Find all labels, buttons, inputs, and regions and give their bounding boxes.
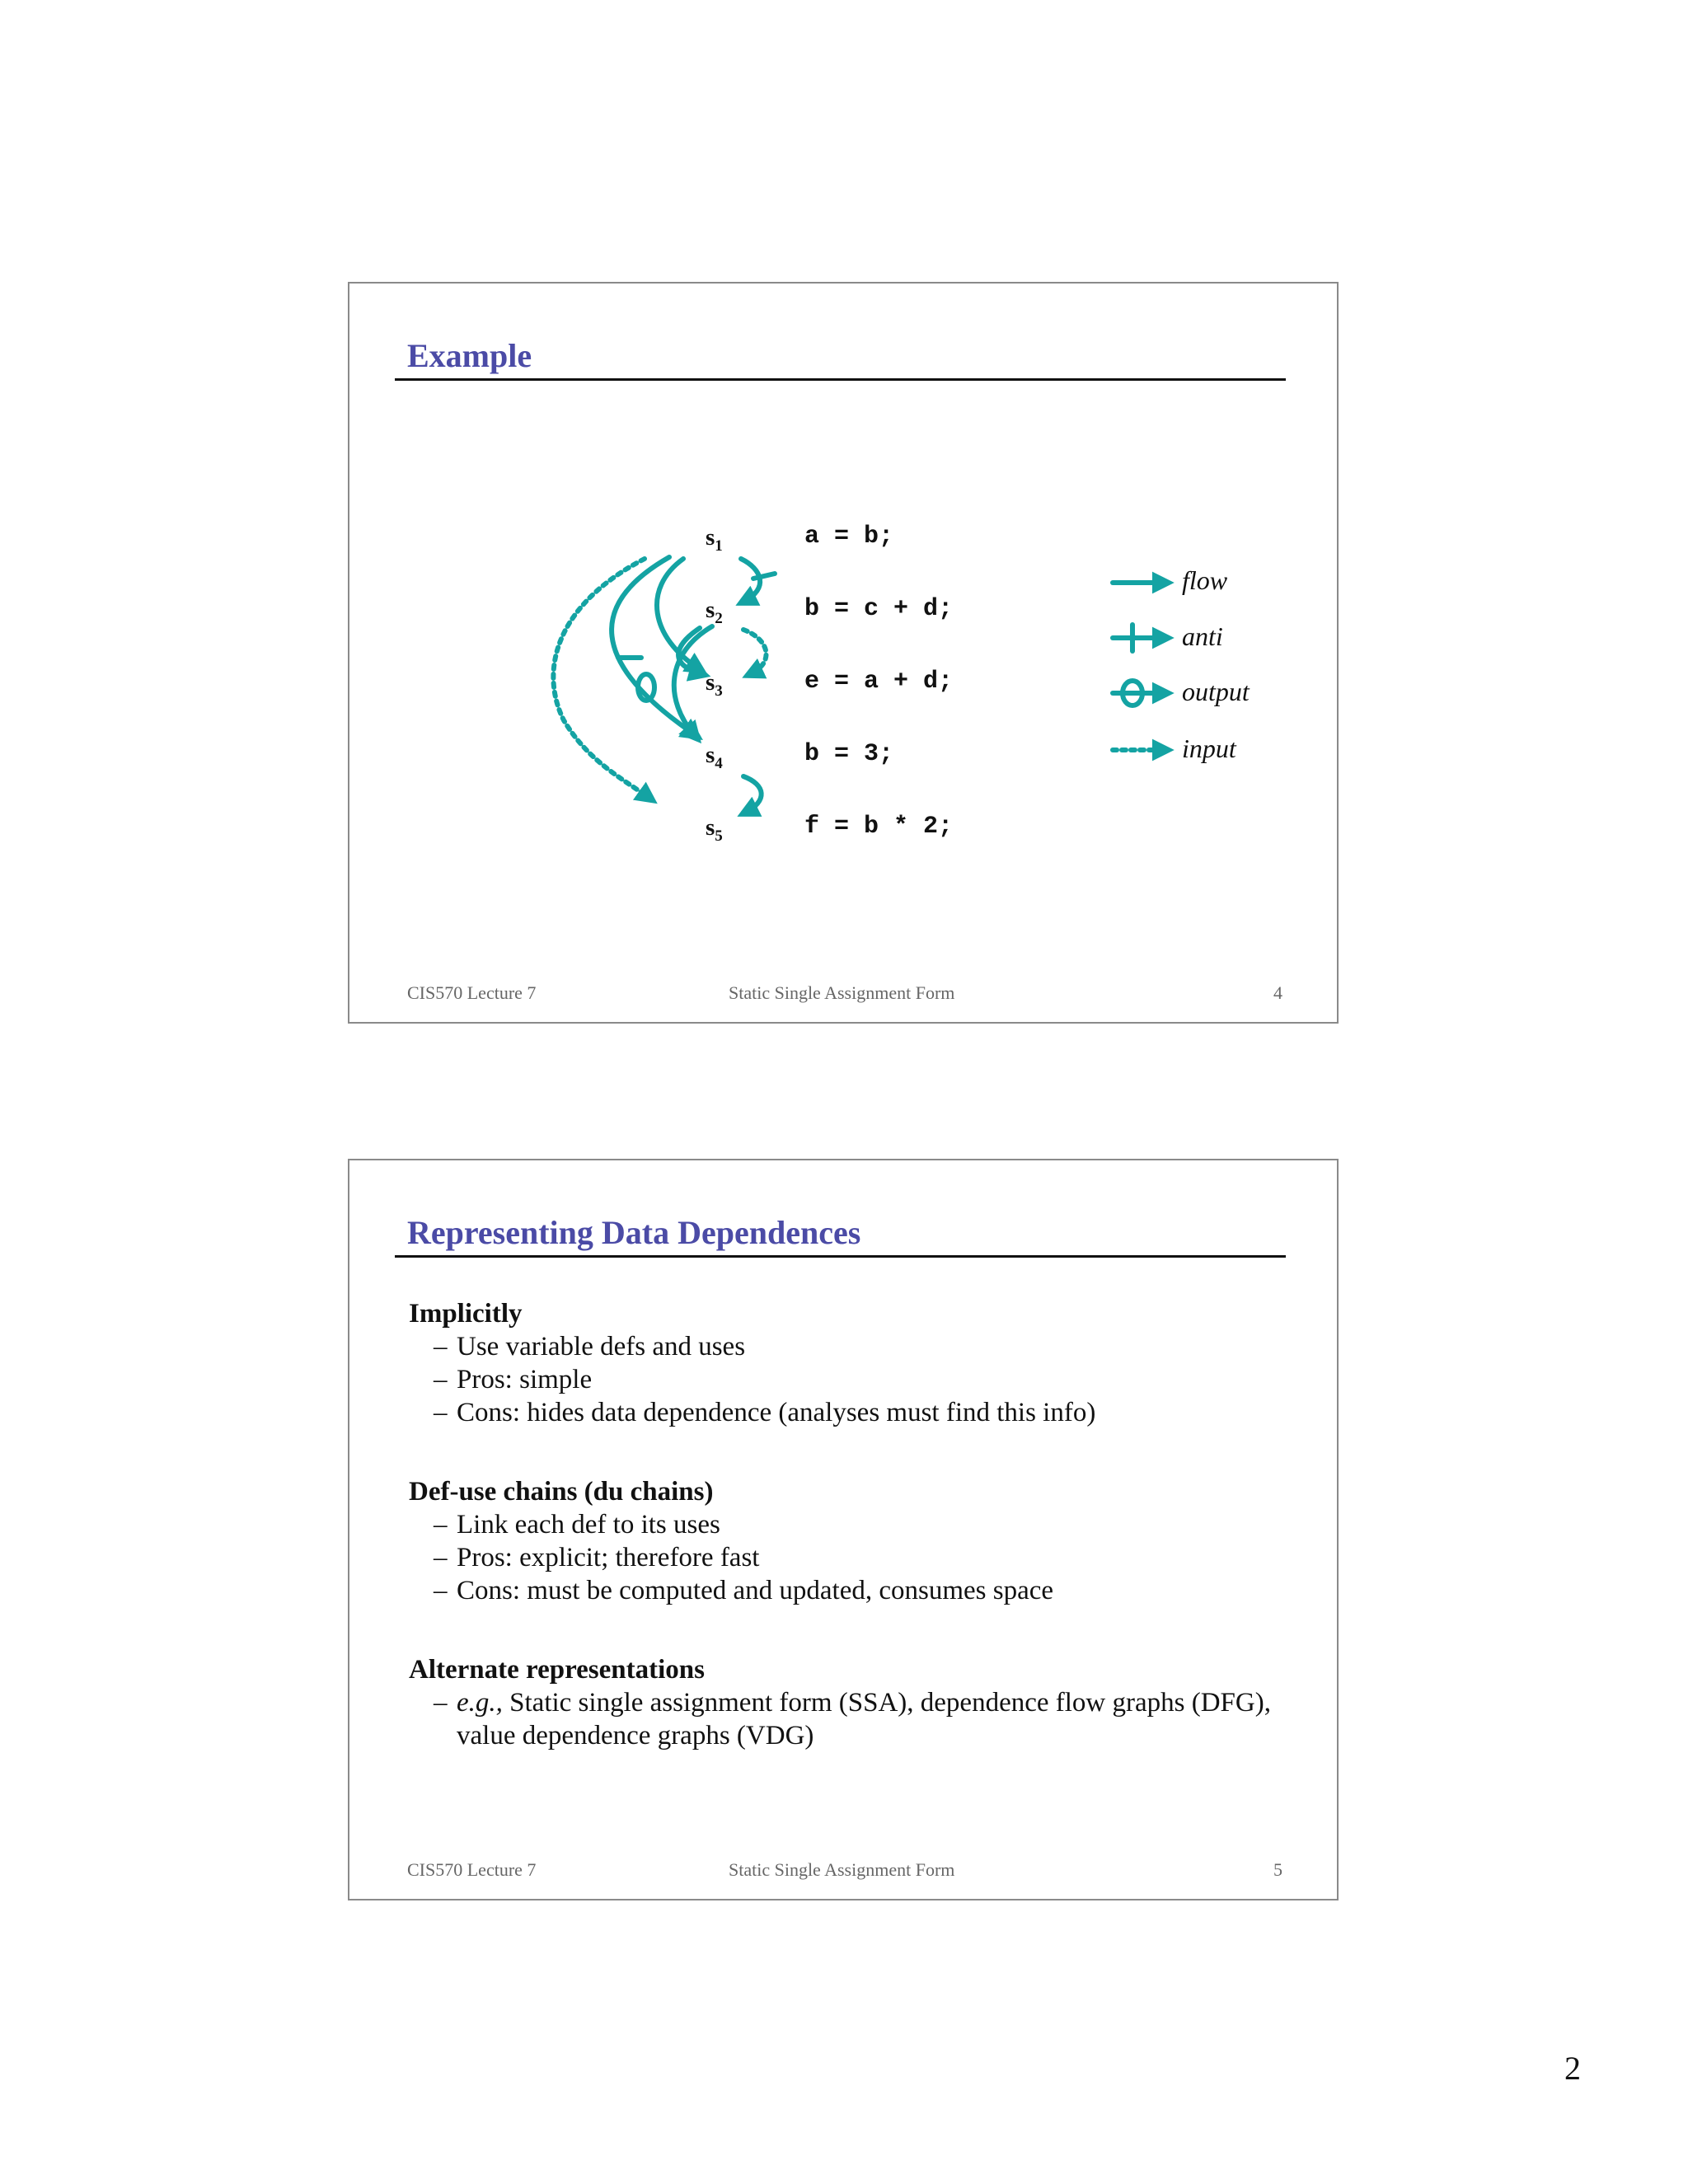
footer-course: CIS570 Lecture 7 [407, 1859, 537, 1880]
code-line-1: a = b; [804, 523, 894, 551]
legend-flow-label: flow [1182, 565, 1228, 595]
statement-label-s2: $s_2$ [706, 597, 723, 627]
bullet-item: – Use variable defs and uses [434, 1332, 746, 1361]
slide-title: Representing Data Dependences [407, 1214, 861, 1251]
footer-slide-number: 4 [1273, 982, 1282, 1003]
footer-slide-number: 5 [1273, 1859, 1282, 1880]
code-line-3: e = a + d; [804, 668, 954, 696]
flow-arrow-s1-s2 [741, 559, 760, 602]
legend-input-label: input [1182, 733, 1236, 763]
input-arrow-s1-s5 [553, 559, 650, 799]
code-line-4: b = 3; [804, 740, 894, 768]
code-line-2: b = c + d; [804, 595, 954, 623]
slide-body [409, 1297, 1287, 1752]
bullet-item: – e.g., Static single assignment form (SSA), dependence flow graphs (DFG), value dependence graphs (VDG) [434, 1688, 1271, 1750]
footer-course: CIS570 Lecture 7 [407, 982, 537, 1003]
input-arrow-s2-s3 [743, 630, 767, 674]
legend-anti-label: anti [1182, 621, 1223, 651]
flow-arrow-s1-s3 [657, 559, 700, 669]
section-heading: Alternate representations [409, 1655, 705, 1685]
section-heading: Def-use chains (du chains) [409, 1477, 714, 1507]
legend-output-label: output [1182, 677, 1250, 706]
bullet-item: – Pros: simple [434, 1365, 593, 1394]
code-line-5: f = b * 2; [804, 813, 954, 841]
bullet-item: – Link each def to its uses [434, 1510, 720, 1540]
slide-title: Example [407, 337, 532, 374]
bullet-item: – Cons: hides data dependence (analyses must find this info) [434, 1398, 1096, 1427]
section-heading: Implicitly [409, 1299, 523, 1329]
footer-topic: Static Single Assignment Form [729, 982, 955, 1003]
bullet-item: – Cons: must be computed and updated, consumes space [434, 1576, 1054, 1605]
title-rule [395, 1255, 1286, 1258]
slide-example [348, 282, 1339, 1024]
bullet-item: – Pros: explicit; therefore fast [434, 1543, 760, 1572]
statement-label-s5: $s_5$ [706, 814, 723, 845]
footer-topic: Static Single Assignment Form [729, 1859, 955, 1880]
slide-representing-data-dependences [348, 1159, 1339, 1900]
statement-label-s4: $s_4$ [706, 742, 723, 772]
statement-label-s3: $s_3$ [706, 669, 723, 700]
statement-label-s1: $s_1$ [706, 524, 723, 555]
page-number: 2 [1564, 2050, 1581, 2087]
flow-arrow-s4-s5 [743, 776, 762, 813]
